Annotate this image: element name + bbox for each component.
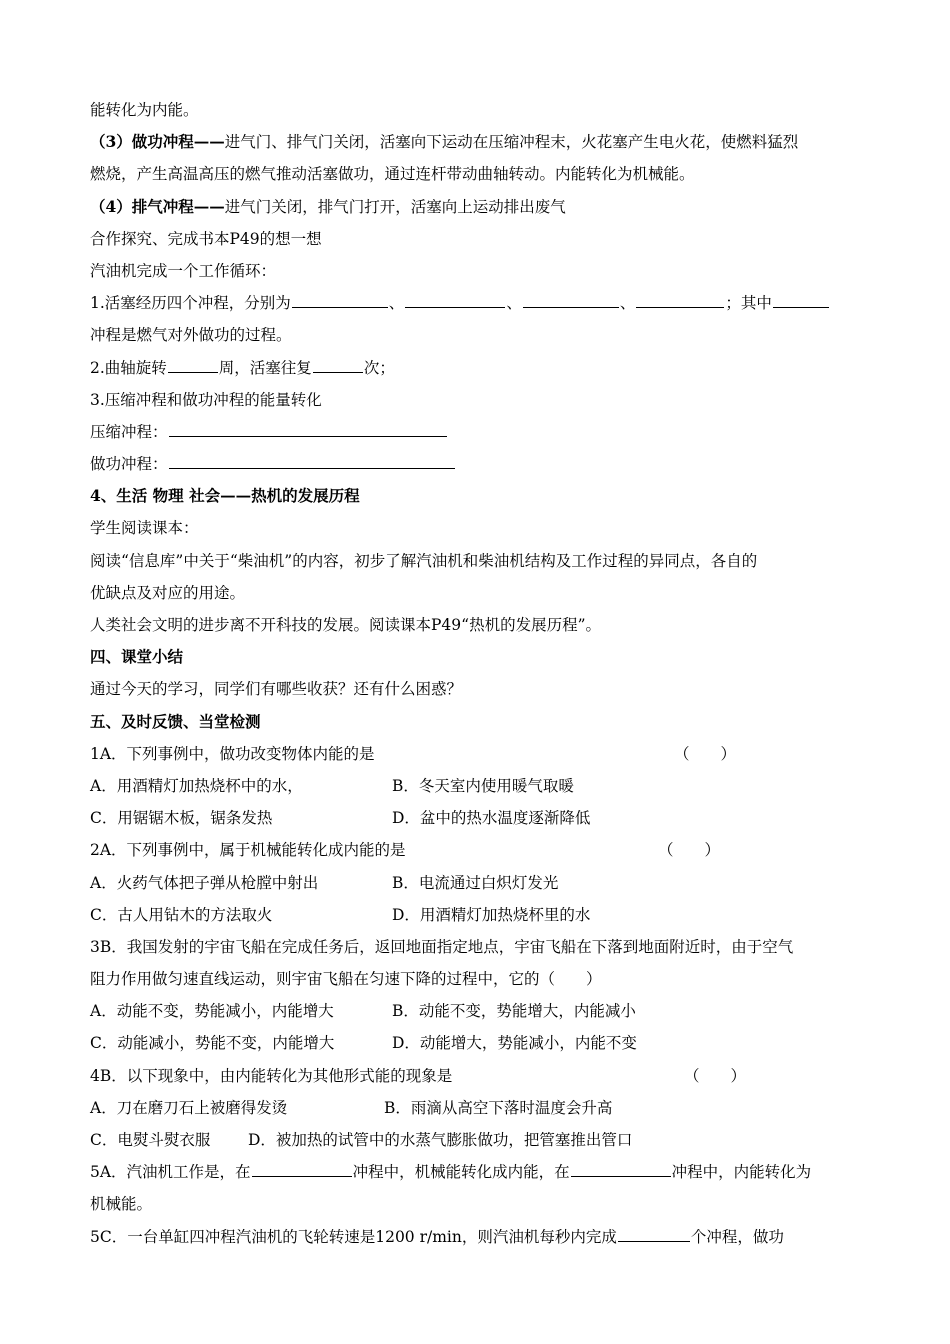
question-options <box>90 1124 870 1156</box>
heading-power-stroke: （3）做功冲程—— <box>90 132 225 152</box>
fill-in-line: 5A．汽油机工作是，在 冲程中，机械能转化成内能，在 冲程中，内能转化为 <box>90 1156 870 1188</box>
answer-blank[interactable] <box>618 1223 690 1242</box>
stroke-power-line: （3）做功冲程——进气门、排气门关闭，活塞向下运动在压缩冲程末，火花塞产生电火花，使燃料猛烈 <box>90 132 799 152</box>
question-options <box>90 995 870 1027</box>
text-line: 通过今天的学习，同学们有哪些收获？还有什么困惑？ <box>90 680 463 699</box>
text-line: 机械能。 <box>90 1195 153 1214</box>
option-b[interactable]: B．电流通过白炽灯发光 <box>392 873 559 892</box>
option-d[interactable]: D．被加热的试管中的水蒸气膨胀做功，把管塞推出管口 <box>248 1131 633 1149</box>
answer-blank[interactable] <box>252 1158 352 1177</box>
heading-exhaust-stroke: （4）排气冲程—— <box>90 196 225 216</box>
question-stem: 3B．我国发射的宇宙飞船在完成任务后，返回地面指定地点，宇宙飞船在下落到地面附近时，由于空气 <box>90 937 794 956</box>
question-stem: 阻力作用做匀速直线运动，则宇宙飞船在匀速下降的过程中，它的（ ） <box>90 970 602 989</box>
question-options <box>90 1092 870 1124</box>
text-line: 人类社会文明的进步离不开科技的发展。阅读课本P49“热机的发展历程”。 <box>90 616 602 634</box>
text-line: 冲程是燃气对外做功的过程。 <box>90 326 292 345</box>
answer-blank[interactable] <box>523 289 619 308</box>
option-d[interactable]: D．动能增大，势能减小，内能不变 <box>392 1034 637 1053</box>
answer-paren[interactable]: （ ） <box>658 841 721 860</box>
option-a[interactable]: A．火药气体把子弹从枪膛中射出 <box>90 873 319 892</box>
text-line: 燃烧，产生高温高压的燃气推动活塞做功，通过连杆带动曲轴转动。内能转化为机械能。 <box>90 165 695 184</box>
answer-blank[interactable] <box>168 354 218 373</box>
section-heading: 五、及时反馈、当堂检测 <box>90 711 261 731</box>
answer-paren[interactable]: （ ） <box>674 744 737 763</box>
answer-blank[interactable] <box>169 418 447 437</box>
section-heading: 4、生活 物理 社会——热机的发展历程 <box>90 486 360 506</box>
answer-paren[interactable]: （ ） <box>684 1066 747 1085</box>
text-line: 优缺点及对应的用途。 <box>90 583 246 602</box>
option-c[interactable]: C．用锯锯木板，锯条发热 <box>90 809 273 828</box>
section-heading: 四、课堂小结 <box>90 647 184 667</box>
text-line: 合作探究、完成书本P49的想一想 <box>90 229 322 248</box>
answer-blank[interactable] <box>169 450 455 469</box>
answer-blank[interactable] <box>292 289 388 308</box>
question-options <box>90 770 870 802</box>
stroke-exhaust-line: （4）排气冲程——进气门关闭，排气门打开，活塞向上运动排出废气 <box>90 196 566 216</box>
fill-in-line: 5C．一台单缸四冲程汽油机的飞轮转速是1200 r/min，则汽油机每秒内完成 个冲程，做功 <box>90 1221 870 1253</box>
option-a[interactable]: A．动能不变，势能减小，内能增大 <box>90 1002 334 1021</box>
answer-blank[interactable] <box>636 289 724 308</box>
answer-blank[interactable] <box>405 289 505 308</box>
question-stem: 4B．以下现象中，由内能转化为其他形式能的现象是 （ ） <box>90 1060 870 1092</box>
text-line: 学生阅读课本： <box>90 519 199 538</box>
option-b[interactable]: B．冬天室内使用暖气取暖 <box>392 776 574 795</box>
option-a[interactable]: A．用酒精灯加热烧杯中的水， <box>90 776 303 795</box>
fill-in-line: 压缩冲程： <box>90 416 870 448</box>
option-c[interactable]: C．古人用钻木的方法取火 <box>90 905 273 924</box>
option-c[interactable]: C．动能减小，势能不变，内能增大 <box>90 1034 335 1053</box>
option-a[interactable]: A．刀在磨刀石上被磨得发烫 <box>90 1098 288 1117</box>
question-options <box>90 802 870 834</box>
option-c[interactable]: C．电熨斗熨衣服 <box>90 1131 211 1149</box>
fill-in-line: 做功冲程： <box>90 448 870 480</box>
answer-blank[interactable] <box>773 289 829 308</box>
answer-blank[interactable] <box>313 354 363 373</box>
question-options <box>90 1027 870 1059</box>
option-d[interactable]: D．用酒精灯加热烧杯里的水 <box>392 905 591 924</box>
question-options <box>90 867 870 899</box>
question-stem: 1A．下列事例中，做功改变物体内能的是 （ ） <box>90 738 870 770</box>
option-d[interactable]: D．盆中的热水温度逐渐降低 <box>392 809 591 828</box>
text-line: 3.压缩冲程和做功冲程的能量转化 <box>90 390 322 409</box>
fill-in-line: 1.活塞经历四个冲程，分别为 、 、 、 ；其中 <box>90 287 870 319</box>
text-line: 阅读“信息库”中关于“柴油机”的内容，初步了解汽油机和柴油机结构及工作过程的异同点，各自的 <box>90 551 758 570</box>
fill-in-line: 2.曲轴旋转 周，活塞往复 次； <box>90 352 870 384</box>
document-page <box>90 94 870 1253</box>
question-stem: 2A．下列事例中，属于机械能转化成内能的是 （ ） <box>90 834 870 866</box>
option-b[interactable]: B．雨滴从高空下落时温度会升高 <box>384 1098 613 1117</box>
question-options <box>90 899 870 931</box>
option-b[interactable]: B．动能不变，势能增大，内能减小 <box>392 1002 636 1021</box>
answer-blank[interactable] <box>571 1158 671 1177</box>
text-line: 汽油机完成一个工作循环： <box>90 261 277 280</box>
text-line: 能转化为内能。 <box>90 101 199 119</box>
